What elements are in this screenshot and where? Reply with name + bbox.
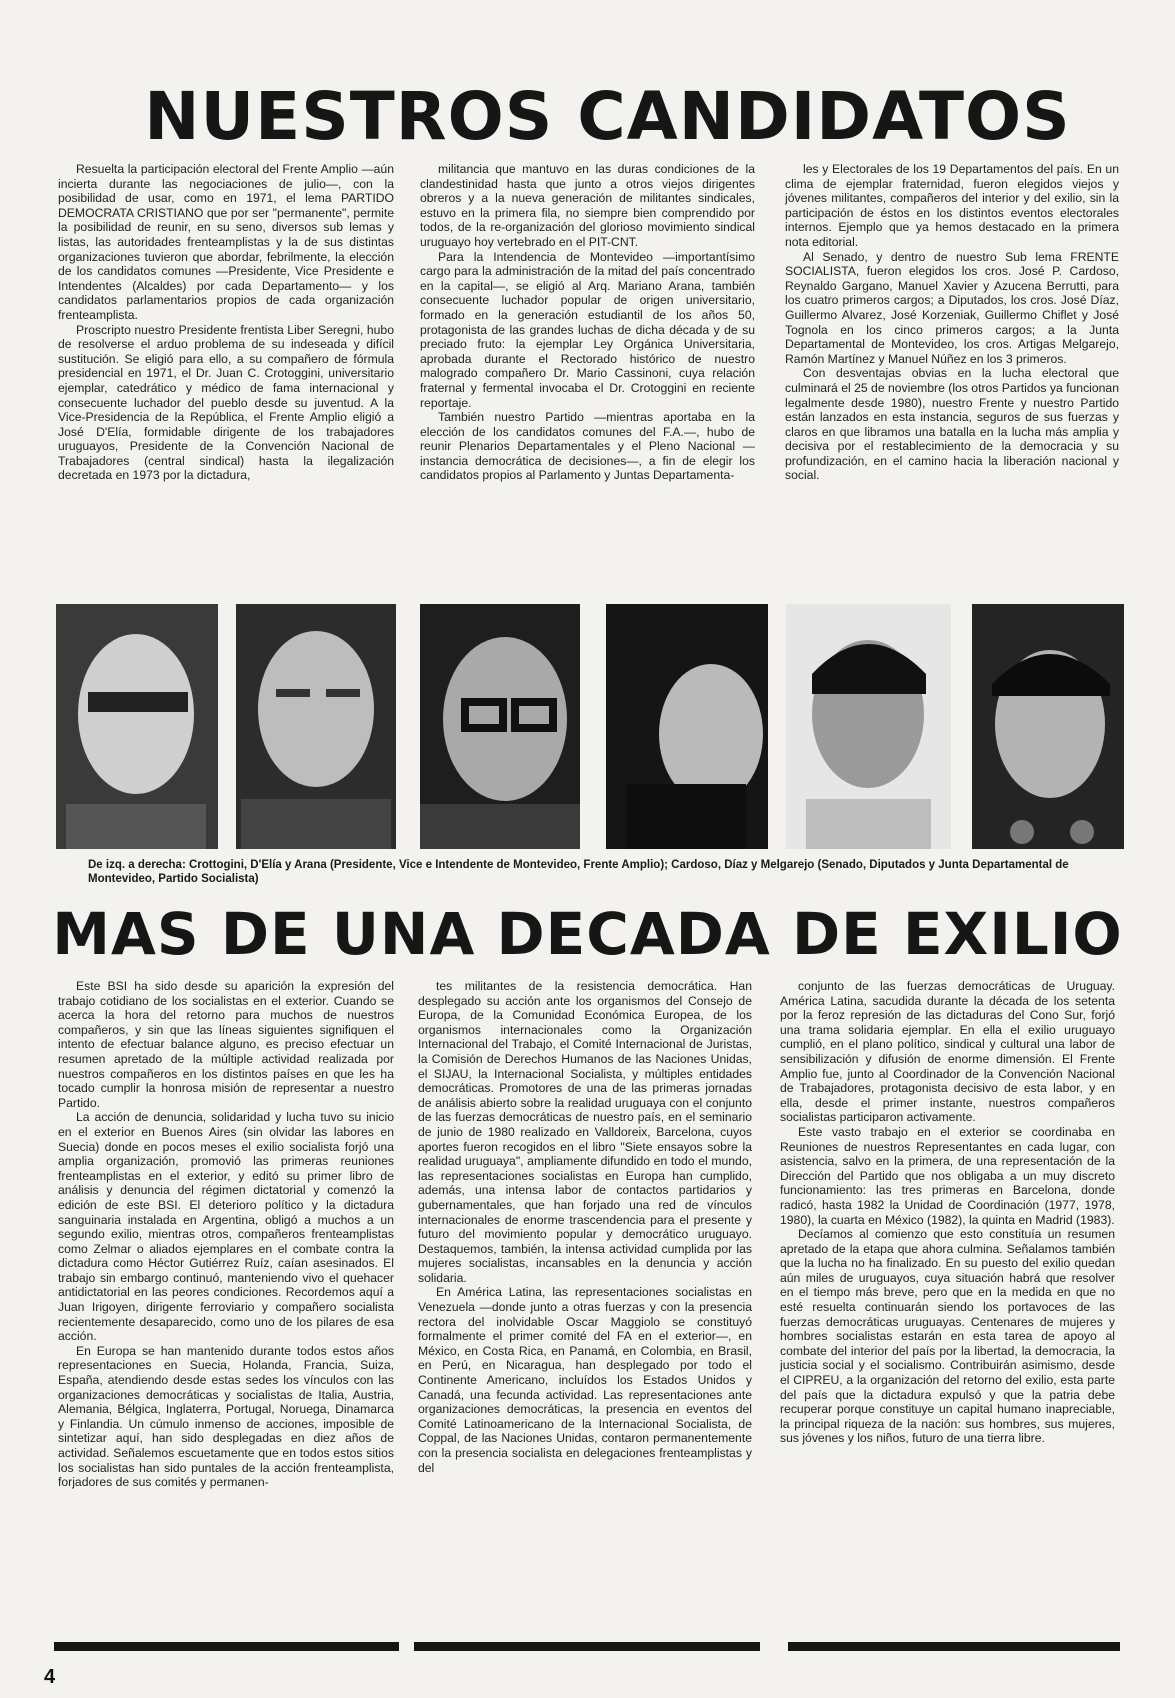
- page-number: 4: [44, 1666, 56, 1688]
- headline-candidates: NUESTROS CANDIDATOS: [144, 78, 1071, 155]
- candidate-photos: [56, 604, 1126, 854]
- headline-exile: MAS DE UNA DECADA DE EXILIO: [52, 900, 1123, 968]
- paragraph: Este BSI ha sido desde su aparición la expresión del trabajo cotidiano de los socialistas en el exterior. Cuando se acerca la hora del retorno para muchos de nuestros compañeros, y sin que las líneas siguientes signifiquen el intento de efectuar balance alguno, es preciso efectuar un resumen apretado de la múltiple actividad realizada por nuestros compañeros en los distintos países en que les ha tocado cumplir la honrosa misión de representar a nuestro Partido.: [58, 979, 394, 1110]
- photo-diaz: [786, 604, 951, 849]
- paragraph: Al Senado, y dentro de nuestro Sub lema FRENTE SOCIALISTA, fueron elegidos los cros. José P. Cardoso, Reynaldo Gargano, Manuel Xavier y Azucena Berrutti, para los cuatro primeros cargos; a Diputados, los cros. José Díaz, Guillermo Alvarez, José Korzeniak, Guillermo Chiflet y José Tognola en los cinco primeros cargos; a la Junta Departamental de Montevideo, los cros. Artigas Melgarejo, Ramón Martínez y Manuel Núñez en los 3 primeros.: [785, 249, 1119, 366]
- paragraph: militancia que mantuvo en las duras condiciones de la clandestinidad hasta que junto a otros viejos dirigentes obreros y a la nueva generación de militantes sindicales, estuvo en la primera fila, no siempre bien comprendido por todos, de la re-organización del glorioso movimiento sindical uruguayo hoy vertebrado en el PIT-CNT.: [420, 162, 755, 249]
- paragraph: Con desventajas obvias en la lucha electoral que culminará el 25 de noviembre (los otros Partidos ya funcionan legalmente desde 1980), nuestro Frente y nuestro Partido están lanzados en esta instancia, seguros de sus fuerzas y claros en que libramos una batalla en la lucha más amplia y decisiva por el restablecimiento de la democracia y su profundización, en el camino hacia la liberación nacional y social.: [785, 366, 1119, 483]
- photo-crottogini: [56, 604, 218, 849]
- article-candidates-col-2: [420, 162, 755, 592]
- article-candidates-col-1: [58, 162, 394, 592]
- photo-delia: [236, 604, 396, 849]
- paragraph: Proscripto nuestro Presidente frentista Liber Seregni, hubo de resolverse el arduo problema de su indeseada y difícil sustitución. Se eligió para ello, a su compañero de fórmula presidencial en 1971, el Dr. Juan C. Crotoggini, universitario ejemplar, catedrático y médico de fama internacional y consecuente luchador del pueblo desde su juventud. A la Vice-Presidencia de la República, el Frente Amplio eligió a José D'Elía, formidable dirigente de los trabajadores uruguayos, Presidente de la Convención Nacional de Trabajadores (central sindical) hasta la ilegalización decretada en 1973 por la dictadura,: [58, 322, 394, 483]
- paragraph: conjunto de las fuerzas democráticas de Uruguay. América Latina, sacudida durante la década de los setenta por la feroz represión de las dictaduras del Cono Sur, forjó una trama solidaria ejemplar. En ella el exilio uruguayo cumplió, en el plano político, sindical y cultural una labor de sensibilización y difusión de enorme dimensión. El Frente Amplio fue, junto al Coordinador de la Convención Nacional de Trabajadores, protagonista decisivo de esta labor, y en ella, desde el primer instante, nuestros compañeros socialistas participaron activamente.: [780, 979, 1115, 1125]
- footer-rule-left: [54, 1642, 399, 1651]
- footer-rule-center: [414, 1642, 760, 1651]
- paragraph: Decíamos al comienzo que esto constituía un resumen apretado de la etapa que ahora culmina. Señalamos también que la lucha no ha finalizado. En su puesto del exilio quedan aún miles de uruguayos, cuya situación habrá que resolver en el tiempo más breve, pero que en la medida en que no esté resuelta continuarán siendo los portavoces de las fuerzas democráticas uruguayas. Centenares de mujeres y hombres socialistas estarán en esta tarea de apoyo al combate del interior del país por la libertad, la democracia, la justicia social y el socialismo. Contribuirán asimismo, desde el CIPREU, a la organización del retorno del exilio, esta parte del país que la dictadura expulsó y que la patria debe recuperar porque constituye un capital humano inapreciable, la principal riqueza de la nación: sus hombres, sus mujeres, sus jóvenes y los niños, futuro de una tierra libre.: [780, 1227, 1115, 1446]
- article-exile-col-1: [58, 979, 394, 1634]
- photo-arana: [420, 604, 580, 849]
- paragraph: También nuestro Partido —mientras aportaba en la elección de los candidatos comunes del F.A.—, hubo de reunir Plenarios Departamentales y el Pleno Nacional —instancia democrática de decisiones—, a fin de elegir los candidatos propios al Parlamento y Juntas Departamenta-: [420, 410, 755, 483]
- paragraph: les y Electorales de los 19 Departamentos del país. En un clima de ejemplar fraternidad, fueron elegidos viejos y jóvenes militantes, compañeros del interior y del exilio, sin la participación de éstos en los distintos eventos electorales internos. Ejemplo que ya hemos destacado en la primera nota editorial.: [785, 162, 1119, 249]
- article-exile-col-3: [780, 979, 1115, 1634]
- paragraph: La acción de denuncia, solidaridad y lucha tuvo su inicio en el exterior en Buenos Aires (sin olvidar las labores en Suecia) donde en pocos meses el exilio socialista forjó una amplia organización, promovió las primeras reuniones frenteamplistas en el exterior, y editó su primer libro de análisis y denuncia del régimen dictatorial y comenzó la edición de este BSI. El deterioro político y la dictadura sanguinaria instalada en Argentina, obligó a muchos a un segundo exilio, mientras otros, compañeros frenteamplistas como Zelmar o aliados ejemplares en el combate contra la dictadura como Héctor Gutiérrez Ruíz, caían asesinados. El trabajo sin embargo continuó, manteniendo vivo el quehacer antidictatorial en las peores condiciones. Recordemos aquí a Juan Irigoyen, dirigente ferroviario y compañero socialista recientemente desaparecido, como uno de los pilares de esa acción.: [58, 1110, 394, 1344]
- paragraph: Este vasto trabajo en el exterior se coordinaba en Reuniones de nuestros Representantes en cada lugar, con asistencia, salvo en la primera, de una representación de la Dirección del Partido que nos obligaba a un muy discreto funcionamiento: las tres primeras en Barcelona, donde radicó, hasta 1982 la Unidad de Coordinación (1977, 1978, 1980), la cuarta en México (1982), la quinta en Madrid (1983).: [780, 1124, 1115, 1227]
- article-candidates-col-3: [785, 162, 1119, 592]
- article-exile-col-2: [418, 979, 752, 1634]
- paragraph: tes militantes de la resistencia democrática. Han desplegado su acción ante los organismos del Consejo de Europa, de la Comunidad Económica Europea, de los organismos internacionales como la Organización Internacional del Trabajo, el Comité Internacional de Juristas, la Comisión de Derechos Humanos de las Naciones Unidas, el SIJAU, la Internacional Socialista, y múltiples entidades democráticas. Promotores de una de las primeras jornadas de análisis abierto sobre la realidad uruguaya con el conjunto de las fuerzas democráticas de nuestro país, en el seminario de junio de 1980 realizado en Valldoreix, Barcelona, cuyos aportes fueron recogidos en el libro "Siete ensayos sobre la realidad uruguaya", ampliamente difundido en todo el mundo, las representaciones socialistas en Europa han cumplido, además, una intensa labor de contactos partidarios y gubernamentales, que han forjado una red de vínculos internacionales de enorme trascendencia para el presente y futuro del movimiento popular y democrático uruguayo. Destaquemos, también, la intensa actividad cumplida por las mujeres socialistas, incansables en la denuncia y acción solidaria.: [418, 979, 752, 1285]
- photo-cardoso: [606, 604, 768, 849]
- photo-caption: De izq. a derecha: Crottogini, D'Elía y Arana (Presidente, Vice e Intendente de Montevideo, Frente Amplio); Cardoso, Díaz y Melgarejo (Senado, Diputados y Junta Departamental de Montevideo, Partido Socialista): [88, 859, 1069, 885]
- paragraph: Resuelta la participación electoral del Frente Amplio —aún incierta durante las negociaciones de julio—, con la posibilidad de usar, como en 1971, el lema PARTIDO DEMOCRATA CRISTIANO que por ser "permanente", permite la posibilidad de reunir, en su seno, diversos sub lemas y listas, las autoridades frenteamplistas y la de sus distintas organizaciones tuvieron que abordar, febrilmente, la elección de los candidatos comunes —Presidente, Vice Presidente e Intendentes (Alcaldes) por cada Departamento— y los candidatos parlamentarios propios de cada organización frenteamplista.: [58, 162, 394, 322]
- footer-rule-right: [788, 1642, 1120, 1651]
- paragraph: En Europa se han mantenido durante todos estos años representaciones en Suecia, Holanda, Francia, Suiza, España, atendiendo desde estas sedes los vínculos con las organizaciones democráticas y socialistas de Italia, Austria, Alemania, Bélgica, Inglaterra, Portugal, Noruega, Dinamarca y Finlandia. Un cúmulo inmenso de acciones, imposible de sintetizar aquí, han sido desplegadas en diez años de actividad. Señalemos escuetamente que en todos estos sitios los socialistas han sido puntales de la acción frenteamplista, forjadores de sus comités y permanen-: [58, 1343, 394, 1490]
- paragraph: Para la Intendencia de Montevideo —importantísimo cargo para la administración de la mitad del país concentrado en la capital—, se eligió al Arq. Mariano Arana, también consecuente luchador popular de origen universitario, formado en la generación estudiantil de los años 50, protagonista de las grandes luchas de dicha década y de su preciado fruto: la ejemplar Ley Orgánica Universitaria, aprobada durante el Rectorado histórico de nuestro malogrado compañero Dr. Mario Cassinoni, cuya relación fraternal y fermental invocaba el Dr. Crotoggini en reciente reportaje.: [420, 249, 755, 410]
- paragraph: En América Latina, las representaciones socialistas en Venezuela —donde junto a otras fuerzas y con la presencia rectora del inolvidable Oscar Maggiolo se constituyó formalmente el primer comité del FA en el exterior—, en México, en Costa Rica, en Panamá, en Colombia, en Brasil, en Perú, en Nicaragua, han desplegado por todo el Continente Americano, incluídos los Estados Unidos y Canadá, una fecunda actividad. Las representaciones ante organizaciones democráticas, la presencia en eventos del Comité Latinoamericano de la Internacional Socialista, de Coppal, de las Naciones Unidas, contaron permanentemente con la presencia socialista en delegaciones frenteamplistas y del: [418, 1285, 752, 1475]
- photo-melgarejo: [972, 604, 1124, 849]
